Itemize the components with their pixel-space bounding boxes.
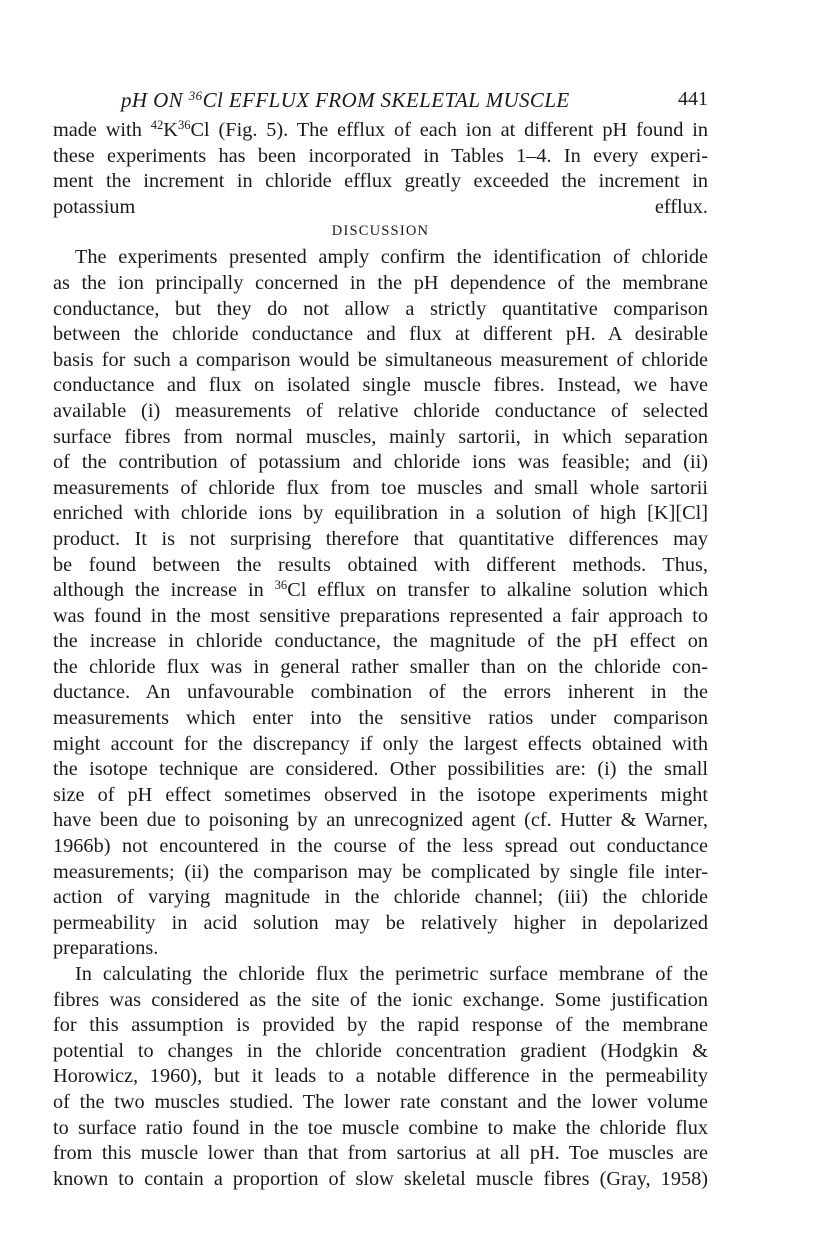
text-line: permeability in acid solution may be relatively higher in depolarized: [53, 911, 708, 934]
page-number: 441: [678, 88, 708, 110]
text-line: of the contribution of potassium and chloride ions was feasible; and (ii): [53, 451, 708, 474]
text-line: basis for such a comparison would be simultaneous measurement of chloride: [53, 348, 708, 371]
paragraph-discussion-1: [53, 245, 708, 962]
running-title-text: pH ON $^{36}$Cl EFFLUX FROM SKELETAL MUSCLE: [121, 87, 570, 112]
text-line: although the increase in $^{36}$Cl efflux on transfer to alkaline solution which: [53, 578, 708, 602]
text-line: ductance. An unfavourable combination of the errors inherent in the: [53, 681, 708, 704]
text-line: action of varying magnitude in the chloride channel; (iii) the chloride: [53, 886, 708, 909]
text-line: between the chloride conductance and flux at different pH. A desirable: [53, 323, 708, 346]
text-line: preparations.: [53, 937, 159, 960]
text-line: measurements; (ii) the comparison may be complicated by single file inter-: [53, 860, 708, 883]
text-line: fibres was considered as the site of the ionic exchange. Some justification: [53, 988, 708, 1011]
text-line: Horowicz, 1960), but it leads to a notable difference in the permeability: [53, 1065, 708, 1088]
text-line: have been due to poisoning by an unrecognized agent (cf. Hutter & Warner,: [53, 809, 708, 832]
text-line: to surface ratio found in the toe muscle combine to make the chloride flux: [53, 1116, 708, 1139]
text-line: might account for the discrepancy if only the largest effects obtained with: [53, 732, 708, 755]
text-line: potassium efflux.: [53, 195, 708, 218]
text-line: was found in the most sensitive preparations represented a fair approach to: [53, 604, 708, 627]
text-line: available (i) measurements of relative chloride conductance of selected: [53, 399, 708, 422]
paragraph-continuation: [53, 118, 708, 220]
text-line: measurements which enter into the sensitive ratios under comparison: [53, 707, 708, 730]
running-title: [121, 88, 570, 113]
text-line: ment the increment in chloride efflux greatly exceeded the increment in: [53, 170, 708, 193]
text-line: The experiments presented amply confirm the identification of chloride: [75, 246, 708, 269]
section-heading-discussion: DISCUSSION: [331, 223, 430, 240]
text-line: be found between the results obtained with different methods. Thus,: [53, 553, 708, 576]
page: [53, 88, 708, 1192]
text-line: from this muscle lower than that from sartorius at all pH. Toe muscles are: [53, 1142, 708, 1165]
page-header: [53, 88, 708, 118]
text-line: the increase in chloride conductance, the magnitude of the pH effect on: [53, 630, 708, 653]
text-line: the isotope technique are considered. Other possibilities are: (i) the small: [53, 758, 708, 781]
text-line: surface fibres from normal muscles, mainly sartorii, in which separation: [53, 425, 708, 448]
text-line: size of pH effect sometimes observed in the isotope experiments might: [53, 783, 708, 806]
text-line: known to contain a proportion of slow skeletal muscle fibres (Gray, 1958): [53, 1167, 708, 1190]
text-line: as the ion principally concerned in the pH dependence of the membrane: [53, 271, 708, 294]
text-line: potential to changes in the chloride concentration gradient (Hodgkin &: [53, 1039, 708, 1062]
text-line: the chloride flux was in general rather smaller than on the chloride con-: [53, 655, 708, 678]
text-line: 1966b) not encountered in the course of the less spread out conductance: [53, 835, 708, 858]
text-line: product. It is not surprising therefore that quantitative differences may: [53, 527, 708, 550]
text-line: of the two muscles studied. The lower rate constant and the lower volume: [53, 1090, 708, 1113]
text-line: for this assumption is provided by the rapid response of the membrane: [53, 1014, 708, 1037]
text-line: these experiments has been incorporated in Tables 1–4. In every experi-: [53, 144, 708, 167]
text-line: enriched with chloride ions by equilibration in a solution of high [K][Cl]: [53, 502, 708, 525]
text-line: In calculating the chloride flux the perimetric surface membrane of the: [75, 963, 708, 985]
text-line: made with $^{42}K^{36}Cl$ (Fig. 5). The efflux of each ion at different pH found in: [53, 118, 708, 141]
text-line: conductance and flux on isolated single muscle fibres. Instead, we have: [53, 374, 708, 397]
text-line: conductance, but they do not allow a strictly quantitative comparison: [53, 297, 708, 320]
text-line: measurements of chloride flux from toe muscles and small whole sartorii: [53, 476, 708, 499]
paragraph-discussion-2: [53, 962, 708, 1192]
